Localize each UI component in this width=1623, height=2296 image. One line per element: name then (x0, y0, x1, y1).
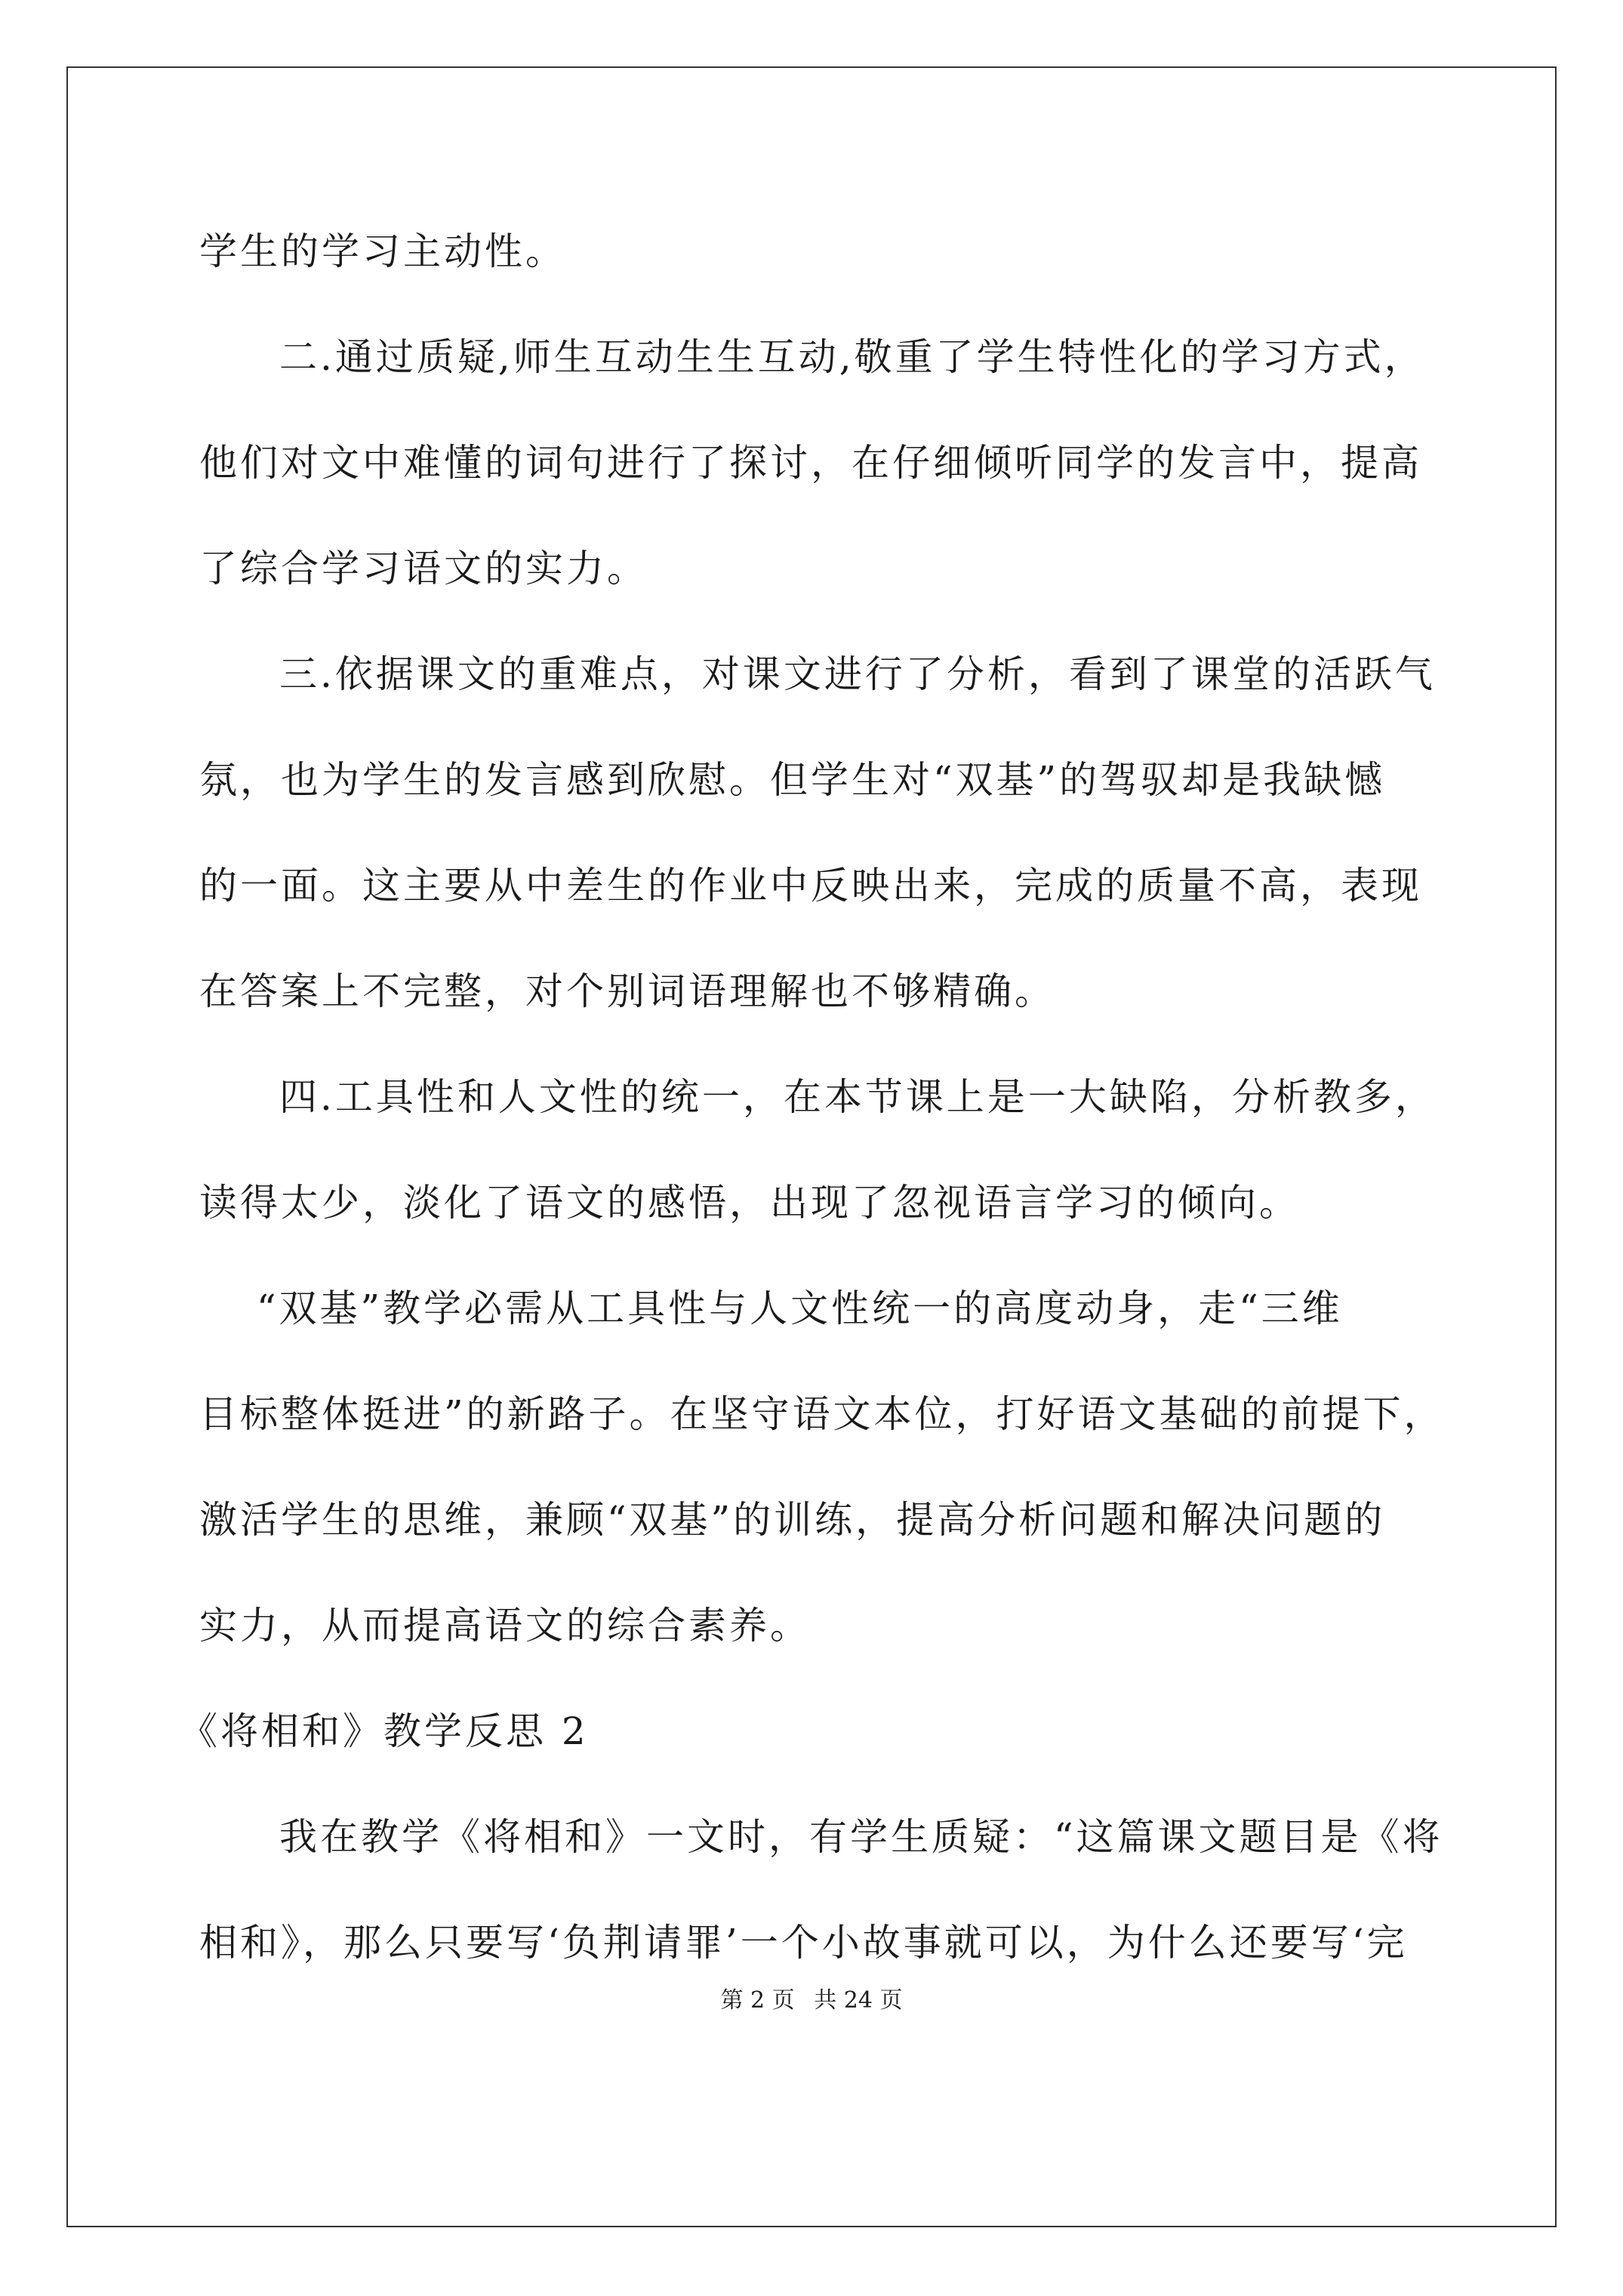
text-line: 氛，也为学生的发言感到欣慰。但学生对“双基”的驾驭却是我缺憾 (199, 758, 1386, 802)
text-line: 二.通过质疑,师生互动生生互动,敬重了学生特性化的学习方式， (279, 335, 1425, 379)
section-heading: 《将相和》教学反思 2 (180, 1709, 589, 1753)
text-line: 我在教学《将相和》一文时，有学生质疑：“这篇课文题目是《将 (279, 1815, 1443, 1859)
text-line: 目标整体挺进”的新路子。在坚守语文本位，打好语文基础的前提下， (199, 1392, 1445, 1436)
text-line: 了综合学习语文的实力。 (199, 547, 648, 590)
page-border (66, 66, 1557, 2227)
text-line: 在答案上不完整，对个别词语理解也不够精确。 (199, 969, 1055, 1013)
page-number: 第 2 页 (720, 1987, 795, 2014)
text-line: 的一面。这主要从中差生的作业中反映出来，完成的质量不高，表现 (199, 864, 1422, 908)
text-line: 实力，从而提高语文的综合素养。 (199, 1604, 811, 1647)
page-total: 共 24 页 (814, 1987, 903, 2014)
text-line: 三.依据课文的重难点，对课文进行了分析，看到了课堂的活跃气 (279, 652, 1436, 696)
text-line: 相和》，那么只要写‘负荆请罪’一个小故事就可以，为什么还要写‘完 (199, 1921, 1408, 1965)
text-line: 读得太少，淡化了语文的感悟，出现了忽视语言学习的倾向。 (199, 1181, 1300, 1225)
text-line: 四.工具性和人文性的统一，在本节课上是一大缺陷，分析教多， (279, 1075, 1436, 1119)
text-line: “双基”教学必需从工具性与人文性统一的高度动身，走“三维 (257, 1287, 1343, 1330)
page-footer (0, 1986, 1623, 2016)
text-line: 学生的学习主动性。 (199, 230, 566, 273)
text-line: 激活学生的思维，兼顾“双基”的训练，提高分析问题和解决问题的 (199, 1498, 1386, 1542)
text-line: 他们对文中难懂的词句进行了探讨，在仔细倾听同学的发言中，提高 (199, 441, 1422, 485)
